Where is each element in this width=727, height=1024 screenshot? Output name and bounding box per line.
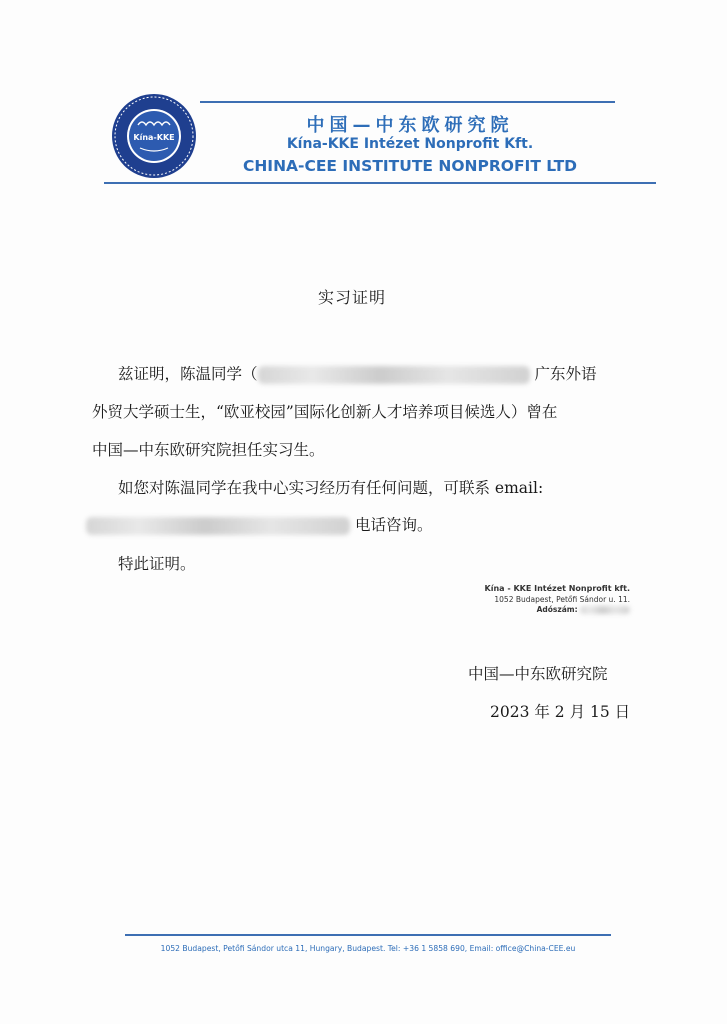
footer-contact: 1052 Budapest, Petőfi Sándor utca 11, Hungary, Budapest. Tel: +36 1 5858 690, Email: office@China-CEE.eu (160, 944, 576, 953)
org-name-chinese: 中国—中东欧研究院 (306, 115, 514, 136)
p1-start-text: 兹证明，陈温同学（ (118, 365, 258, 383)
document-title: 实习证明 (318, 288, 387, 307)
redacted-contact-info (86, 517, 350, 535)
company-stamp (440, 584, 630, 616)
institute-logo (110, 92, 198, 180)
stamp-tax-label: Adószám: (536, 605, 578, 614)
footer-rule (125, 934, 611, 936)
paragraph-3: 特此证明。 (118, 555, 196, 573)
stamp-address: 1052 Budapest, Petőfi Sándor u. 11. (494, 594, 630, 604)
p1-end-text: 广东外语 (534, 365, 597, 383)
redacted-tax-number (580, 606, 630, 614)
paragraph-1-line-1 (118, 362, 596, 384)
stamp-company-name: Kína - KKE Intézet Nonprofit kft. (484, 584, 630, 593)
org-name-hungarian: Kína-KKE Intézet Nonprofit Kft. (286, 136, 534, 152)
paragraph-2-line-2 (86, 513, 432, 535)
header-top-rule (200, 101, 615, 103)
logo-label: Kína-KKE (133, 133, 175, 142)
org-name-english: CHINA-CEE INSTITUTE NONPROFIT LTD (242, 157, 578, 175)
p2-end-text: 电话咨询。 (354, 516, 433, 534)
signoff-date: 2023 年 2 月 15 日 (490, 703, 631, 721)
header-bottom-rule (104, 182, 656, 184)
signoff-organization: 中国—中东欧研究院 (468, 665, 608, 683)
paragraph-1-line-3: 中国—中东欧研究院担任实习生。 (92, 441, 325, 459)
stamp-tax-line (440, 605, 630, 616)
paragraph-1-line-2: 外贸大学硕士生，“欧亚校园”国际化创新人才培养项目候选人）曾在 (92, 403, 558, 421)
paragraph-2-line-1: 如您对陈温同学在我中心实习经历有任何问题，可联系 email: (118, 479, 544, 497)
redacted-student-info (258, 366, 530, 384)
